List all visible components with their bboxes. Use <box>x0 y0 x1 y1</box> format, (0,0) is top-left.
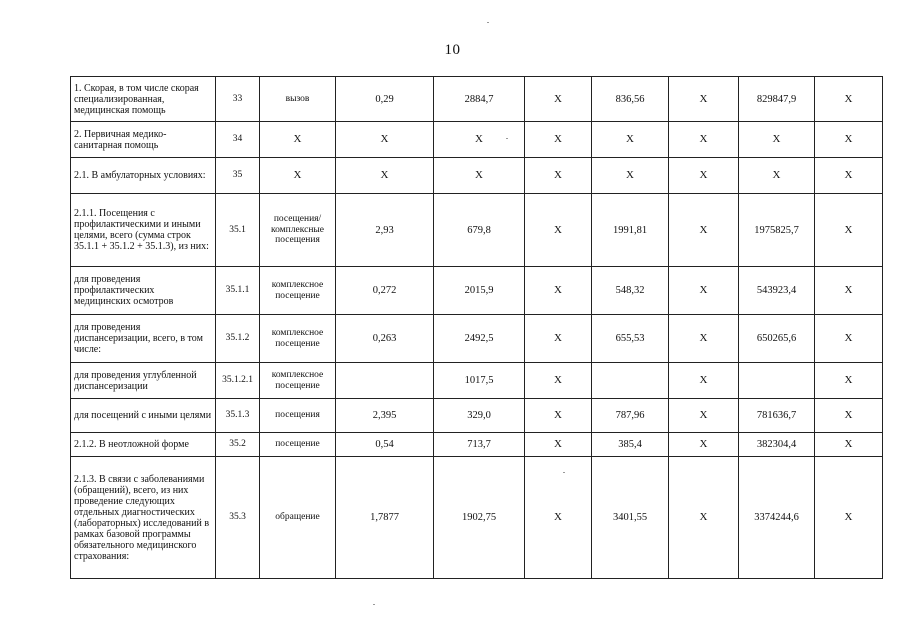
row-cell: 1902,75 <box>434 457 525 579</box>
row-unit: посещения <box>260 399 336 433</box>
row-cell: X <box>525 457 592 579</box>
row-cell: X <box>815 363 883 399</box>
row-name: 2.1.1. Посещения с профилактическими и иными целями, всего (сумма строк 35.1.1 + 35.1.2 + 35.1.3), из них: <box>71 194 216 267</box>
row-cell: 0,54 <box>336 433 434 457</box>
table-row <box>71 77 883 122</box>
row-cell: X <box>525 399 592 433</box>
row-cell: X <box>815 315 883 363</box>
row-cell: 787,96 <box>592 399 669 433</box>
row-code: 35.1.2.1 <box>216 363 260 399</box>
scan-speck <box>563 472 565 473</box>
row-cell: X <box>525 267 592 315</box>
table-row <box>71 457 883 579</box>
row-cell: X <box>525 77 592 122</box>
row-code: 35.1.3 <box>216 399 260 433</box>
row-cell: X <box>815 399 883 433</box>
table-row <box>71 194 883 267</box>
row-name: для посещений с иными целями <box>71 399 216 433</box>
row-cell: 0,29 <box>336 77 434 122</box>
row-name: 2.1.2. В неотложной форме <box>71 433 216 457</box>
row-cell: 2492,5 <box>434 315 525 363</box>
tariff-table <box>70 76 883 579</box>
row-cell: X <box>434 158 525 194</box>
row-unit: обращение <box>260 457 336 579</box>
row-unit: вызов <box>260 77 336 122</box>
row-cell: X <box>815 267 883 315</box>
row-cell: X <box>434 122 525 158</box>
row-cell: X <box>669 315 739 363</box>
row-unit: комплексное посещение <box>260 363 336 399</box>
row-cell: X <box>815 77 883 122</box>
row-cell: X <box>525 315 592 363</box>
row-cell: 385,4 <box>592 433 669 457</box>
row-cell: 2,93 <box>336 194 434 267</box>
row-cell: 2884,7 <box>434 77 525 122</box>
scan-speck <box>487 22 489 23</box>
table-row <box>71 158 883 194</box>
row-code: 35.3 <box>216 457 260 579</box>
row-cell: 1,7877 <box>336 457 434 579</box>
row-cell: X <box>815 457 883 579</box>
table-row <box>71 363 883 399</box>
table-row <box>71 399 883 433</box>
table-row <box>71 433 883 457</box>
row-cell: X <box>525 158 592 194</box>
row-cell: 713,7 <box>434 433 525 457</box>
row-cell: X <box>525 194 592 267</box>
row-cell: 543923,4 <box>739 267 815 315</box>
row-code: 35 <box>216 158 260 194</box>
row-cell: X <box>669 122 739 158</box>
row-name: 2.1.3. В связи с заболеваниями (обращений), всего, из них проведение следующих отдельных диагностических (лабораторных) исследований в рамках базовой программы обязательного медицинского страхования: <box>71 457 216 579</box>
row-cell <box>592 363 669 399</box>
row-cell: 1975825,7 <box>739 194 815 267</box>
row-cell: X <box>669 457 739 579</box>
row-cell: 3401,55 <box>592 457 669 579</box>
row-cell: 329,0 <box>434 399 525 433</box>
row-cell: X <box>739 122 815 158</box>
row-cell: X <box>669 194 739 267</box>
row-unit: посещения/ комплексные посещения <box>260 194 336 267</box>
table-row <box>71 267 883 315</box>
row-cell: X <box>336 122 434 158</box>
row-code: 34 <box>216 122 260 158</box>
row-cell: X <box>669 399 739 433</box>
row-unit: комплексное посещение <box>260 267 336 315</box>
row-cell: 829847,9 <box>739 77 815 122</box>
table-row <box>71 122 883 158</box>
row-cell: 0,263 <box>336 315 434 363</box>
row-cell: X <box>739 158 815 194</box>
row-cell: X <box>525 122 592 158</box>
row-code: 35.2 <box>216 433 260 457</box>
row-cell: X <box>525 363 592 399</box>
row-name: 1. Скорая, в том числе скорая специализированная, медицинская помощь <box>71 77 216 122</box>
row-cell: 2015,9 <box>434 267 525 315</box>
row-cell <box>336 363 434 399</box>
row-code: 35.1.2 <box>216 315 260 363</box>
row-cell: X <box>669 267 739 315</box>
table-row <box>71 315 883 363</box>
row-name: 2. Первичная медико-санитарная помощь <box>71 122 216 158</box>
row-cell: X <box>815 194 883 267</box>
row-cell <box>739 363 815 399</box>
row-cell: X <box>815 158 883 194</box>
row-cell: 1991,81 <box>592 194 669 267</box>
row-unit: X <box>260 158 336 194</box>
row-cell: 0,272 <box>336 267 434 315</box>
row-cell: 655,53 <box>592 315 669 363</box>
row-cell: 679,8 <box>434 194 525 267</box>
row-code: 35.1 <box>216 194 260 267</box>
row-cell: 548,32 <box>592 267 669 315</box>
row-name: для проведения профилактических медицинских осмотров <box>71 267 216 315</box>
row-cell: X <box>592 122 669 158</box>
row-cell: 650265,6 <box>739 315 815 363</box>
row-code: 33 <box>216 77 260 122</box>
scan-speck <box>506 138 508 139</box>
row-cell: X <box>669 433 739 457</box>
row-cell: 3374244,6 <box>739 457 815 579</box>
row-unit: посещение <box>260 433 336 457</box>
row-name: для проведения диспансеризации, всего, в том числе: <box>71 315 216 363</box>
row-cell: X <box>669 77 739 122</box>
row-cell: 1017,5 <box>434 363 525 399</box>
row-cell: 781636,7 <box>739 399 815 433</box>
row-name: 2.1. В амбулаторных условиях: <box>71 158 216 194</box>
row-name: для проведения углубленной диспансеризации <box>71 363 216 399</box>
row-cell: 382304,4 <box>739 433 815 457</box>
row-code: 35.1.1 <box>216 267 260 315</box>
page-number: 10 <box>444 42 461 58</box>
row-cell: X <box>525 433 592 457</box>
row-cell: X <box>669 363 739 399</box>
row-cell: 2,395 <box>336 399 434 433</box>
row-cell: X <box>815 122 883 158</box>
scan-speck <box>373 604 375 605</box>
row-cell: X <box>336 158 434 194</box>
row-cell: X <box>592 158 669 194</box>
row-unit: X <box>260 122 336 158</box>
row-cell: X <box>815 433 883 457</box>
row-cell: X <box>669 158 739 194</box>
row-unit: комплексное посещение <box>260 315 336 363</box>
row-cell: 836,56 <box>592 77 669 122</box>
